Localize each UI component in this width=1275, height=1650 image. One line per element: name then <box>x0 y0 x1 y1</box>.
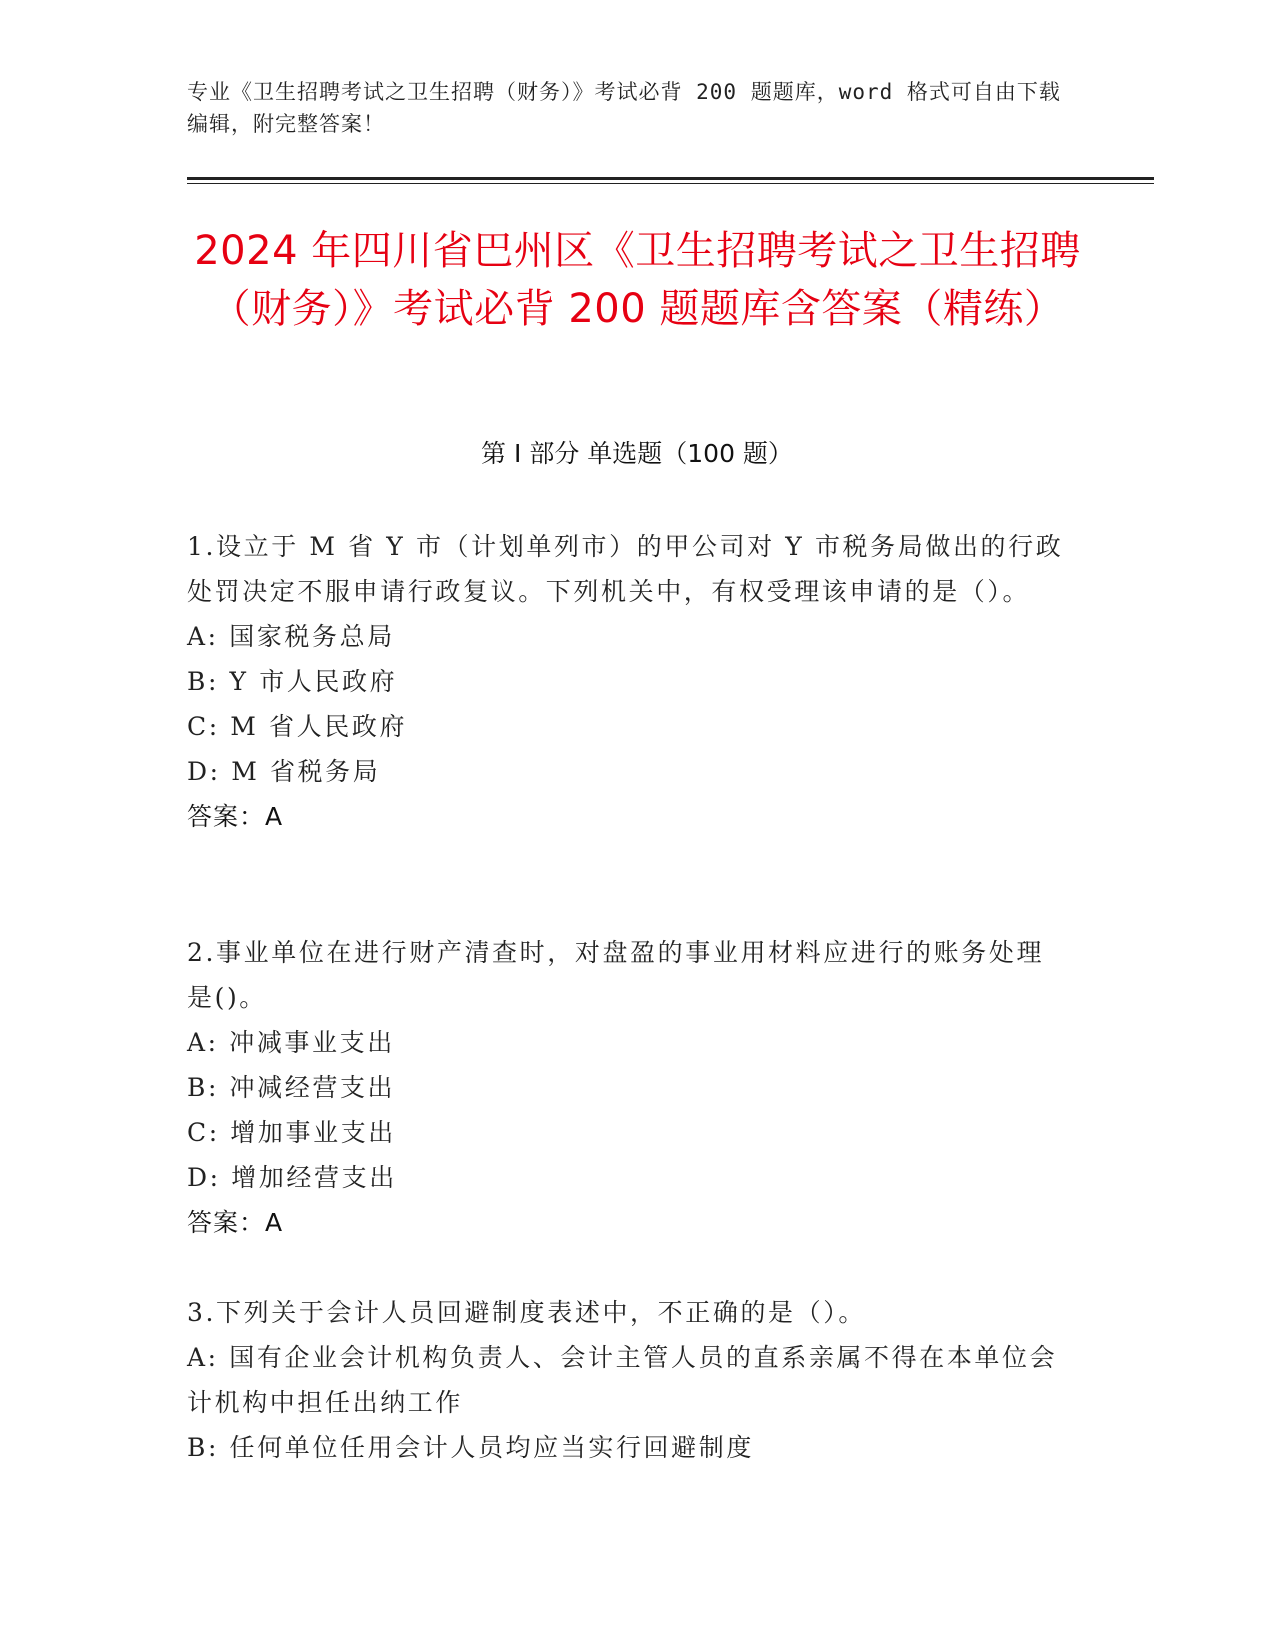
question-stem: 2.事业单位在进行财产清查时，对盘盈的事业用材料应进行的账务处理是()。 <box>187 938 1045 1012</box>
option-d: D: 增加经营支出 <box>187 1163 397 1192</box>
header-note: 专业《卫生招聘考试之卫生招聘（财务）》考试必背 200 题题库，word 格式可自由下载编辑，附完整答案！ <box>187 80 1061 136</box>
option-b: B: Y 市人民政府 <box>187 667 398 696</box>
question-3 <box>187 1290 1067 1470</box>
question-2 <box>187 930 1067 1245</box>
answer: 答案：A <box>187 802 284 831</box>
option-b: B: 冲减经营支出 <box>187 1073 396 1102</box>
option-d: D: M 省税务局 <box>187 757 381 786</box>
option-a: A: 冲减事业支出 <box>187 1028 395 1057</box>
option-a: A: 国家税务总局 <box>187 622 395 651</box>
option-b: B: 任何单位任用会计人员均应当实行回避制度 <box>187 1433 754 1462</box>
question-stem: 1.设立于 M 省 Y 市（计划单列市）的甲公司对 Y 市税务局做出的行政处罚决定不服申请行政复议。下列机关中，有权受理该申请的是（）。 <box>187 532 1064 606</box>
question-stem: 3.下列关于会计人员回避制度表述中，不正确的是（）。 <box>187 1298 866 1327</box>
answer: 答案：A <box>187 1208 284 1237</box>
document-title: 2024 年四川省巴州区《卫生招聘考试之卫生招聘（财务）》考试必背 200 题题库含答案（精练） <box>194 228 1081 332</box>
header-rule-thin <box>187 183 1154 184</box>
question-1 <box>187 524 1067 839</box>
section-heading: 第 I 部分 单选题（100 题） <box>481 439 793 468</box>
option-c: C: M 省人民政府 <box>187 712 408 741</box>
option-a: A: 国有企业会计机构负责人、会计主管人员的直系亲属不得在本单位会计机构中担任出纳工作 <box>187 1343 1058 1417</box>
option-c: C: 增加事业支出 <box>187 1118 396 1147</box>
header-rule-thick <box>187 177 1154 180</box>
